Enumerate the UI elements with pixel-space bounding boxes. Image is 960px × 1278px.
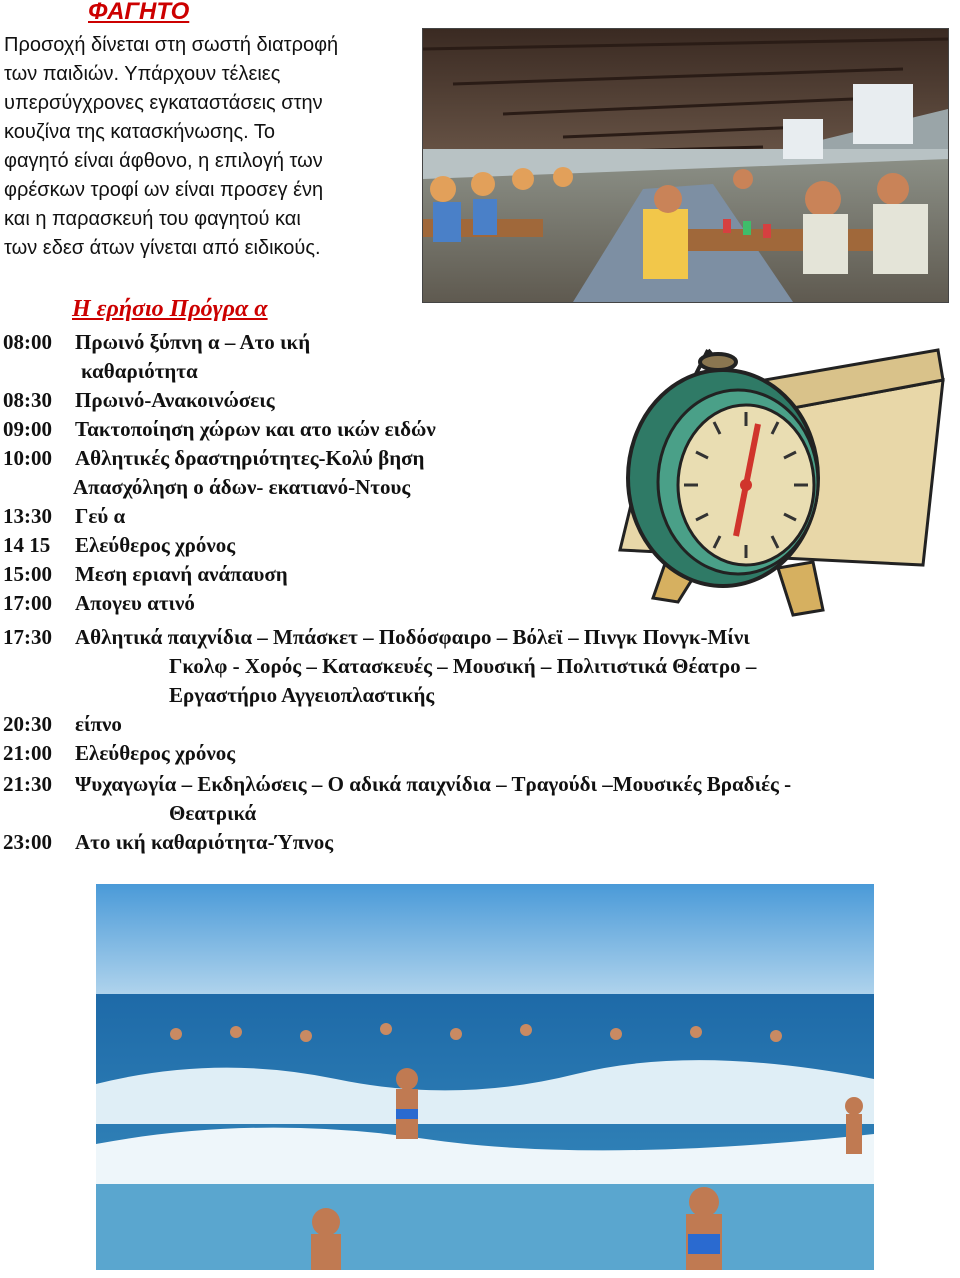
schedule-entry <box>3 739 235 768</box>
schedule-activity: είπνο <box>75 712 122 736</box>
schedule-activity: Ψυχαγωγία – Εκδηλώσεις – Ο αδικά παιχνίδια – Τραγούδι –Μουσικές Βραδιές - <box>75 772 792 796</box>
dining-hall-photo <box>422 28 949 303</box>
schedule-time: 20:30 <box>3 712 52 736</box>
schedule-entry <box>3 589 195 618</box>
schedule-entry <box>3 386 275 415</box>
schedule-time: 17:30 <box>3 625 52 649</box>
food-section-title: ΦΑΓΗΤΟ <box>88 0 190 25</box>
schedule-time: 09:00 <box>3 417 52 441</box>
schedule-activity: Τακτοποίηση χώρων και ατο ικών ειδών <box>75 417 436 441</box>
food-paragraph <box>4 31 414 263</box>
food-line: Προσοχή δίνεται στη σωστή διατροφή <box>4 34 339 56</box>
schedule-activity: Μεση εριανή ανάπαυση <box>75 562 288 586</box>
schedule-activity: Ελεύθερος χρόνος <box>75 533 236 557</box>
food-line: φρέσκων τροφί ων είναι προσεγ ένη <box>4 179 324 201</box>
schedule-entry <box>3 770 791 799</box>
schedule-entry <box>3 560 288 589</box>
schedule-entry-continuation: Θεατρικά <box>169 801 257 825</box>
food-line: και η παρασκευή του φαγητού και <box>4 208 301 230</box>
schedule-activity: Απογευ ατινό <box>75 591 195 615</box>
schedule-entry-continuation: Απασχόληση ο άδων- εκατιανό-Ντους <box>73 475 411 499</box>
schedule-entry-continuation: Γκολφ - Χορός – Κατασκευές – Μουσική – Πολιτιστικά Θέατρο – <box>169 654 757 678</box>
food-line: των εδεσ άτων γίνεται από ειδικούς. <box>4 237 321 259</box>
schedule-time: 21:00 <box>3 741 52 765</box>
food-line: φαγητό είναι άφθονο, η επιλογή των <box>4 150 323 172</box>
food-line: υπερσύγχρονες εγκαταστάσεις στην <box>4 92 323 114</box>
schedule-time: 08:30 <box>3 388 52 412</box>
schedule-entry <box>3 444 424 473</box>
schedule-time: 15:00 <box>3 562 52 586</box>
schedule-activity: Πρωινό-Ανακοινώσεις <box>75 388 275 412</box>
schedule-time: 23:00 <box>3 830 52 854</box>
schedule-entry <box>3 502 125 531</box>
schedule-entry <box>3 328 310 357</box>
food-line: κουζίνα της κατασκήνωσης. Το <box>4 121 275 143</box>
schedule-time: 10:00 <box>3 446 52 470</box>
schedule-entry-continuation: Εργαστήριο Αγγειοπλαστικής <box>169 683 435 707</box>
schedule-entry <box>3 415 436 444</box>
schedule-activity: Ατο ική καθαριότητα-Ύπνος <box>75 830 334 854</box>
schedule-entry <box>3 531 235 560</box>
schedule-entry-continuation: καθαριότητα <box>81 359 198 383</box>
alarm-clock-icon <box>608 340 948 630</box>
schedule-activity: Αθλητικές δραστηριότητες-Κολύ βηση <box>75 446 425 470</box>
schedule-time: 17:00 <box>3 591 52 615</box>
schedule-activity: Ελεύθερος χρόνος <box>75 741 236 765</box>
schedule-title: Η ερήσιο Πρόγρα α <box>72 296 268 322</box>
food-line: των παιδιών. Υπάρχουν τέλειες <box>4 63 281 85</box>
schedule-activity: Γεύ α <box>75 504 126 528</box>
schedule-entry <box>3 710 122 739</box>
schedule-entry <box>3 828 333 857</box>
schedule-time: 08:00 <box>3 330 52 354</box>
schedule-time: 14 15 <box>3 533 51 557</box>
schedule-activity: Πρωινό ξύπνη α – Ατο ική <box>75 330 311 354</box>
schedule-time: 13:30 <box>3 504 52 528</box>
beach-photo <box>96 884 874 1270</box>
schedule-activity: Αθλητικά παιχνίδια – Μπάσκετ – Ποδόσφαιρο – Βόλεϊ – Πινγκ Πονγκ-Μίνι <box>75 625 750 649</box>
schedule-time: 21:30 <box>3 772 52 796</box>
